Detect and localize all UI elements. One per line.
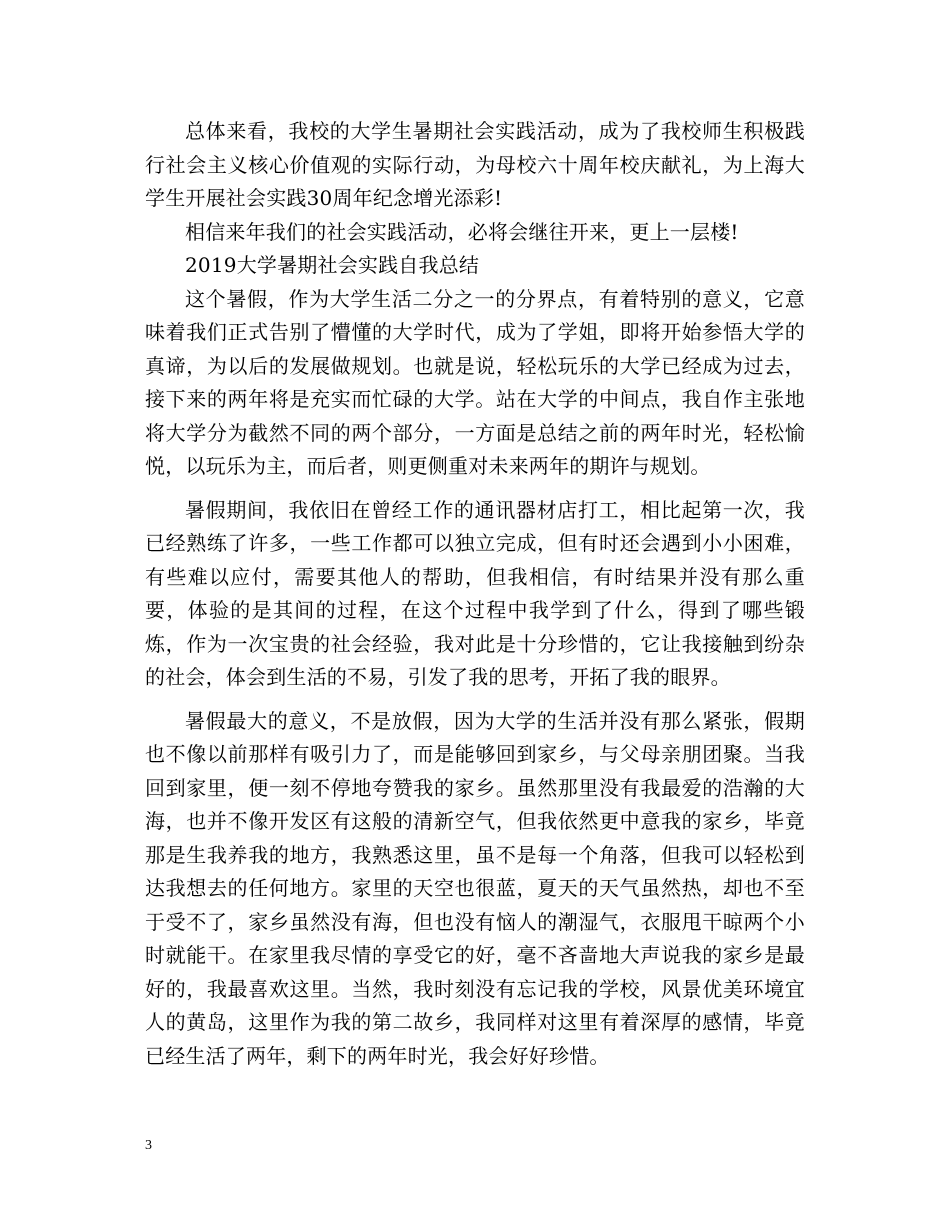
paragraph-hometown: 暑假最大的意义，不是放假，因为大学的生活并没有那么紧张，假期也不像以前那样有吸引力了，而是能够回到家乡，与父母亲朋团聚。当我回到家里，便一刻不停地夸赞我的家乡。虽然那里没有我最爱的浩瀚的大海，也并不像开发区有这般的清新空气，但我依然更中意我的家乡，毕竟那是生我养我的地方，我熟悉这里，虽不是每一个角落，但我可以轻松到达我想去的任何地方。家里的天空也很蓝，夏天的天气虽然热，却也不至于受不了，家乡虽然没有海，但也没有恼人的潮湿气，衣服甩干晾两个小时就能干。在家里我尽情的享受它的好，毫不吝啬地大声说我的家乡是最好的，我最喜欢这里。当然，我时刻没有忘记我的学校，风景优美环境宜人的黄岛，这里作为我的第二故乡，我同样对这里有着深厚的感情，毕竟已经生活了两年，剩下的两年时光，我会好好珍惜。 bbox=[145, 708, 805, 1068]
paragraph-intro: 这个暑假，作为大学生活二分之一的分界点，有着特别的意义，它意味着我们正式告别了懵懂的大学时代，成为了学姐，即将开始参悟大学的真谛，为以后的发展做规划。也就是说，轻松玩乐的大学已经成为过去，接下来的两年将是充实而忙碌的大学。站在大学的中间点，我自作主张地将大学分为截然不同的两个部分，一方面是总结之前的两年时光，轻松愉悦，以玩乐为主，而后者，则更侧重对未来两年的期许与规划。 bbox=[145, 286, 805, 478]
section-heading: 2019大学暑期社会实践自我总结 bbox=[185, 253, 480, 277]
document-body bbox=[145, 115, 805, 1073]
paragraph-work: 暑假期间，我依旧在曾经工作的通讯器材店打工，相比起第一次，我已经熟练了许多，一些工作都可以独立完成，但有时还会遇到小小困难，有些难以应付，需要其他人的帮助，但我相信，有时结果并没有那么重要，体验的是其间的过程，在这个过程中我学到了什么，得到了哪些锻炼，作为一次宝贵的社会经验，我对此是十分珍惜的，它让我接触到纷杂的社会，体会到生活的不易，引发了我的思考，开拓了我的眼界。 bbox=[145, 497, 805, 689]
paragraph-summary: 总体来看，我校的大学生暑期社会实践活动，成为了我校师生积极践行社会主义核心价值观的实际行动，为母校六十周年校庆献礼，为上海大学生开展社会实践30周年纪念增光添彩! bbox=[145, 119, 805, 210]
paragraph-outlook: 相信来年我们的社会实践活动，必将会继往开来，更上一层楼! bbox=[185, 219, 739, 244]
page-number: 3 bbox=[145, 1138, 152, 1153]
